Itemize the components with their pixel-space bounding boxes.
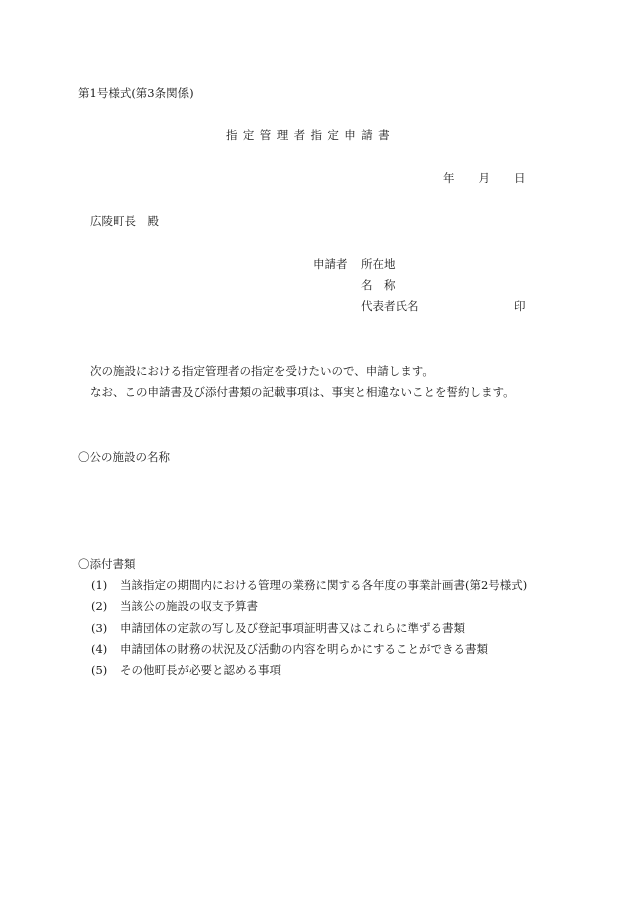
date-line [443,173,526,185]
attachment-number: (5) [91,663,108,677]
attachment-item [91,665,281,677]
attachment-number: (2) [91,599,108,613]
attachment-text: 当該指定の期間内における管理の業務に関する各年度の事業計画書(第2号様式) [120,578,528,592]
attachment-text: 申請団体の定款の写し及び登記事項証明書又はこれらに準ずる書類 [120,621,465,635]
attachment-item [91,623,465,635]
applicant-label: 申請者 [313,257,348,271]
attachment-text: 申請団体の財務の状況及び活動の内容を明らかにすることができる書類 [120,642,488,656]
seal-mark: 印 [514,299,526,313]
attachment-number: (1) [91,578,108,592]
attachment-number: (4) [91,642,108,656]
attachment-item [91,644,488,656]
attachment-item [91,580,527,592]
addressee: 広陵町長 殿 [90,214,159,228]
attachments-heading: 〇添付書類 [78,557,136,571]
attachment-text: その他町長が必要と認める事項 [120,663,281,677]
attachment-item [91,601,258,613]
attachment-number: (3) [91,621,108,635]
form-number: 第1号様式(第3条関係) [78,86,194,100]
representative-label: 代表者氏名 [361,299,419,313]
address-label: 所在地 [361,257,396,271]
body-paragraph-1: 次の施設における指定管理者の指定を受けたいので、申請します。 [90,364,434,378]
document-title: 指定管理者指定申請書 [226,128,395,142]
month-label: 月 [478,171,490,185]
name-label: 名 称 [361,278,396,292]
year-label: 年 [443,171,455,185]
facility-name-heading: 〇公の施設の名称 [78,450,170,464]
body-paragraph-2: なお、この申請書及び添付書類の記載事項は、事実と相違ないことを誓約します。 [90,385,515,399]
day-label: 日 [514,171,526,185]
attachment-text: 当該公の施設の収支予算書 [120,599,258,613]
